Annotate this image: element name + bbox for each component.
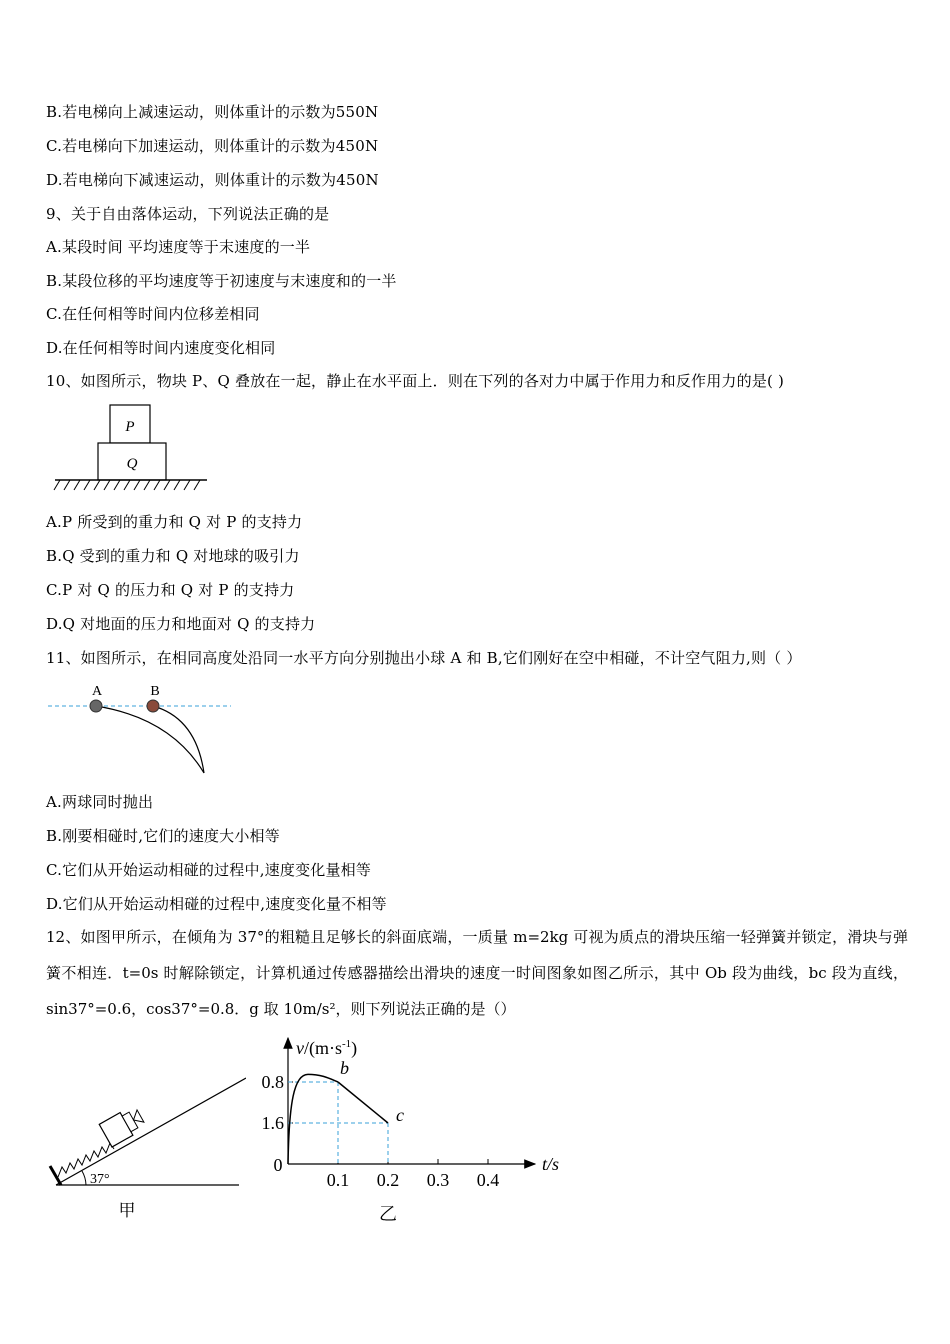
q9-option-b: B.某段位移的平均速度等于初速度与末速度和的一半 [46,272,397,290]
q10-option-b: B.Q 受到的重力和 Q 对地球的吸引力 [46,547,300,565]
q12-velocity-time-chart [250,1030,580,1230]
q11-option-a: A.两球同时抛出 [46,793,154,811]
q12-stem: 12、如图甲所示，在倾角为 37°的粗糙且足够长的斜面底端，一质量 m=2kg 可视为质点的滑块压缩一轻弹簧并锁定，滑块与弹簧不相连．t=0s 时解除锁定，计算机通过传感器描绘出滑块的速度一时间图象如图乙所示，其中 Ob 段为曲线，bc 段为直线，sin37°=0.6，cos37°=0.8．g 取 10m/s²，则下列说法正确的是（） [46,928,908,1018]
x-axis-label: t/s [542,1154,560,1174]
point-c-label: c [396,1105,404,1125]
q11-option-c: C.它们从开始运动相碰的过程中,速度变化量相等 [46,861,372,879]
q9-option-d: D.在任何相等时间内速度变化相同 [46,339,276,357]
q8-option-b: B.若电梯向上减速运动，则体重计的示数为550N [46,103,379,121]
q10-option-a: A.P 所受到的重力和 Q 对 P 的支持力 [46,513,303,531]
ball-b [147,700,159,712]
q10-stem: 10、如图所示，物块 P、Q 叠放在一起，静止在水平面上．则在下列的各对力中属于作用力和反作用力的是( ) [46,372,785,390]
trajectory-b [153,706,204,773]
ball-b-label: B [150,684,160,699]
velocity-curve-ob [288,1074,338,1164]
q10-option-d: D.Q 对地面的压力和地面对 Q 的支持力 [46,615,316,633]
q9-option-c: C.在任何相等时间内位移差相同 [46,305,260,323]
q11-stem: 11、如图所示，在相同高度处沿同一水平方向分别抛出小球 A 和 B,它们刚好在空中相碰，不计空气阻力,则（ ） [46,649,802,667]
q9-stem: 9、关于自由落体运动，下列说法正确的是 [46,205,330,223]
block-q-label: Q [126,456,138,472]
y-tick-label: 0.8 [261,1072,284,1092]
q11-option-b: B.刚要相碰时,它们的速度大小相等 [46,827,280,845]
block-p-label: P [125,419,135,435]
ball-a [90,700,102,712]
point-b-label: b [340,1058,349,1078]
fig-yi-caption: 乙 [379,1204,397,1224]
x-tick-label: 0.1 [326,1170,350,1190]
trajectory-a [96,706,204,773]
incline-surface [56,1078,246,1185]
fig-jia-caption: 甲 [118,1201,136,1220]
y-axis-label: $v/(m\cdot s^{-1})$ [296,1038,358,1058]
q10-block-figure [50,400,215,500]
x-tick-label: 0.2 [376,1170,400,1190]
x-tick-label: 0.3 [426,1170,450,1190]
ground-hatching [54,480,200,490]
angle-arc [82,1171,86,1185]
origin-label: 0 [273,1155,283,1175]
velocity-line-bc [338,1082,388,1123]
x-tick-label: 0.4 [476,1170,500,1190]
slider-block [99,1105,147,1147]
angle-label: 37° [90,1172,110,1187]
ball-a-label: A [91,684,103,699]
q9-option-a: A.某段时间 平均速度等于末速度的一半 [46,238,311,256]
wall [50,1166,61,1185]
q11-projectile-figure [46,678,241,778]
y-tick-label: 1.6 [261,1113,284,1133]
q11-option-d: D.它们从开始运动相碰的过程中,速度变化量不相等 [46,895,387,913]
q10-option-c: C.P 对 Q 的压力和 Q 对 P 的支持力 [46,581,295,599]
q12-incline-figure [46,1070,246,1230]
q8-option-d: D.若电梯向下减速运动，则体重计的示数为450N [46,171,379,189]
q8-option-c: C.若电梯向下加速运动，则体重计的示数为450N [46,137,379,155]
